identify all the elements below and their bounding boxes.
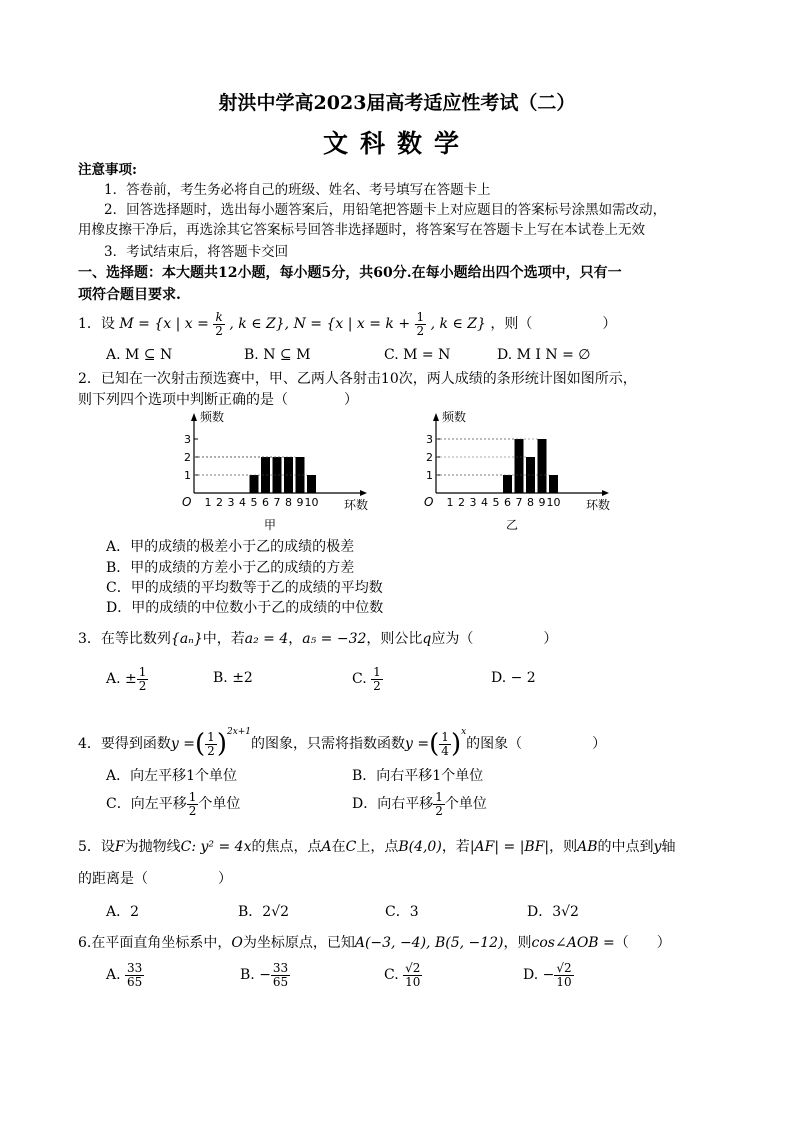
q5-i: 轴	[661, 839, 676, 855]
question-4-stem	[78, 712, 606, 764]
notice-item-2-line-2: 用橡皮擦干净后，再选涂其它答案标号回答非选择题时，将答案写在答题卡上写在本试卷上无效	[78, 222, 645, 238]
chart-yi-x-tick-label-1: 1	[446, 496, 454, 509]
q5-parabola: C: y² = 4x	[180, 839, 252, 855]
q6-c-fraction	[403, 962, 422, 989]
q2-option-b: B．甲的成绩的方差小于乙的成绩的方差	[106, 560, 355, 576]
q6-d: （ ）	[614, 935, 671, 951]
q3-option-b: B. ±2	[213, 670, 253, 686]
q4-y2: y =	[405, 736, 430, 752]
q2-option-a: A．甲的成绩的极差小于乙的成绩的极差	[106, 539, 355, 555]
q3-option-a	[106, 664, 148, 694]
q5-d: 在	[331, 839, 346, 855]
q4-d-fraction	[433, 791, 445, 818]
q3-ratio-symbol: q	[422, 631, 432, 647]
q3-option-c	[352, 664, 383, 694]
q6-b: 为坐标原点，已知	[242, 935, 355, 951]
q6-d-fraction	[554, 962, 573, 989]
q5-h: 的中点到	[597, 839, 654, 855]
chart-yi-y-tick-label-2: 2	[426, 451, 433, 464]
chart-yi-x-tick-label-2: 2	[458, 496, 465, 509]
q1-option-d: D. M I N = ∅	[497, 347, 591, 363]
chart-jia-x-tick-label-10: 10	[304, 496, 319, 509]
chart-jia-y-tick-label-3: 3	[184, 433, 191, 446]
chart-yi-origin-label: O	[424, 495, 434, 509]
q1-suffix: ，则（ ）	[490, 316, 617, 332]
chart-yi-bar-10	[549, 475, 558, 493]
notice-heading: 注意事项:	[78, 162, 137, 178]
q4-d-num: 1	[435, 789, 443, 804]
chart-jia-origin-label: O	[182, 495, 192, 509]
q3-a-den: 2	[138, 678, 147, 693]
q4-d-den: 2	[435, 803, 443, 818]
q3-cond-2: a₅ = −32	[302, 631, 367, 647]
q3-stem-c: ，则公比	[366, 631, 423, 647]
q6-option-b	[240, 958, 290, 992]
q3-stem-b: 中，若	[202, 631, 245, 647]
q1-frac-half-num: 1	[416, 309, 425, 324]
chart-jia-x-tick-label-8: 8	[285, 496, 292, 509]
q3-option-d: D. − 2	[491, 670, 536, 686]
notice-item-2-line-1: 2．回答选择题时，选出每小题答案后，用铅笔把答题卡上对应题目的答案标号涂黑如需改动，	[104, 202, 667, 218]
chart-jia-bar-7	[273, 457, 282, 493]
q4-paren-open-1: (	[195, 729, 206, 759]
chart-jia-x-tick-label-4: 4	[239, 496, 246, 509]
q1-frac-k-num: k	[213, 311, 225, 325]
q6-b-num: 33	[272, 960, 289, 975]
question-3-stem	[78, 628, 557, 648]
q4-stem-c: 的图象（ ）	[466, 736, 607, 752]
exam-title: 射洪中学高2023届高考适应性考试（二）	[218, 92, 576, 114]
q3-a-prefix: A. ±	[106, 671, 137, 687]
q4-stem-b: 的图象，只需将指数函数	[251, 736, 406, 752]
q4-c-suffix: 个单位	[198, 796, 241, 812]
q4-c-prefix: C．向左平移	[106, 796, 187, 812]
q2-option-d: D．甲的成绩的中位数小于乙的成绩的中位数	[106, 600, 384, 616]
q5-c: 的焦点，点	[251, 839, 322, 855]
q5-a: 5．设	[78, 839, 115, 855]
chart-yi-x-tick-label-5: 5	[492, 496, 500, 509]
q6-a-num: 33	[127, 960, 143, 975]
chart-yi-x-tick-label-4: 4	[481, 496, 488, 509]
q4-stem-a: 4．要得到函数	[78, 736, 171, 752]
q3-cond-1: a₂ = 4	[244, 631, 289, 647]
chart-jia-x-tick-label-9: 9	[296, 496, 304, 509]
q4-exponent-2: x	[461, 727, 467, 737]
chart-yi-bar-9	[538, 439, 547, 493]
q4-paren-close-1: )	[216, 729, 227, 759]
q3-c-prefix: C.	[352, 671, 367, 687]
chart-jia-bar-10	[307, 475, 316, 493]
q4-exponent-1: 2x+1	[226, 727, 252, 737]
q3-a-num: 1	[138, 664, 147, 679]
chart-yi-bar-6	[503, 475, 512, 493]
q5-curve-c: C	[345, 839, 357, 855]
q4-option-c	[106, 788, 240, 820]
q6-a-fraction	[125, 962, 144, 989]
chart-yi-x-tick-label-3: 3	[469, 496, 477, 509]
q4-paren-open-2: (	[429, 729, 440, 759]
q3-sep: ，	[288, 631, 303, 647]
q5-stem-line-2: 的距离是（ ）	[78, 871, 232, 887]
q3-stem-a: 3．在等比数列	[78, 631, 171, 647]
section-1-intro-line-2: 项符合题目要求.	[78, 287, 181, 303]
q1-option-b: B. N ⊆ M	[244, 347, 311, 363]
q1-option-c: C. M = N	[384, 347, 451, 363]
q1-prefix: 1．设	[78, 316, 115, 332]
q3-c-fraction	[371, 666, 383, 693]
q1-fraction-k-over-2	[213, 311, 225, 338]
q3-stem-d: 应为（ ）	[431, 631, 558, 647]
chart-jia-x-tick-label-6: 6	[262, 496, 269, 509]
q4-d-suffix: 个单位	[444, 796, 487, 812]
q4-c-num: 1	[188, 789, 197, 804]
chart-yi-x-tick-label-7: 7	[515, 496, 523, 509]
q1-option-a: A. M ⊆ N	[106, 347, 173, 363]
exam-subject: 文科数学	[322, 129, 471, 158]
question-5-stem-line-1	[78, 836, 675, 856]
q5-g: ，则	[549, 839, 578, 855]
q6-a-den: 65	[127, 974, 143, 989]
q1-set-m: M = {x | x =	[119, 316, 209, 332]
notice-item-1: 1．答卷前，考生务必将自己的班级、姓名、考号填写在答题卡上	[104, 182, 491, 198]
chart-jia-x-tick-label-3: 3	[227, 496, 235, 509]
q6-c-den: 10	[405, 974, 421, 989]
q5-focus-f: F	[114, 839, 125, 855]
chart-yi-y-tick-label-3: 3	[426, 433, 433, 446]
q2-stem-line-2: 则下列四个选项中判断正确的是（ ）	[78, 392, 358, 408]
chart-yi-x-tick-label-6: 6	[504, 496, 511, 509]
chart-jia-x-tick-label-1: 1	[204, 496, 212, 509]
q5-f: ，若	[441, 839, 470, 855]
q6-c: ，则	[503, 935, 532, 951]
q4-f2-den: 4	[441, 743, 449, 758]
chart-yi-y-tick-label-1: 1	[426, 469, 433, 482]
q5-option-a: A．2	[106, 904, 140, 920]
chart-jia-y-tick-label-1: 1	[184, 469, 191, 482]
chart-yi-x-axis-arrow	[602, 490, 609, 496]
q6-cos: cos∠AOB =	[531, 935, 615, 951]
q4-f1-num: 1	[207, 729, 215, 744]
chart-jia-y-label: 频数	[200, 410, 225, 424]
chart-yi-x-tick-label-9: 9	[538, 496, 546, 509]
q5-e: 上，点	[356, 839, 399, 855]
q6-d-den: 10	[556, 974, 572, 989]
q5-condition: |AF| = |BF|	[469, 839, 550, 855]
q6-b-prefix: B. −	[240, 967, 271, 983]
q5-y-axis: y	[653, 839, 662, 855]
q3-a-fraction	[137, 666, 149, 693]
q1-fraction-one-half	[415, 311, 427, 338]
chart-jia-title: 甲	[263, 518, 277, 532]
chart-jia-bar-5	[250, 475, 259, 493]
q4-option-b: B．向右平移1个单位	[352, 768, 484, 784]
q5-segment-ab: AB	[577, 839, 598, 855]
q5-option-c: C．3	[385, 904, 419, 920]
chart-jia-x-tick-label-7: 7	[273, 496, 281, 509]
q5-option-d: D．3√2	[527, 904, 579, 920]
q6-c-prefix: C.	[384, 967, 399, 983]
q6-option-a	[106, 958, 144, 992]
section-1-intro-line-1: 一、选择题：本大题共12小题，每小题5分，共60分.在每小题给出四个选项中，只有一	[78, 265, 622, 281]
q5-b: 为抛物线	[124, 839, 181, 855]
chart-yi-title: 乙	[505, 518, 519, 532]
q5-point-b: B(4,0)	[398, 839, 442, 855]
chart-yi-x-label: 环数	[586, 498, 611, 512]
q4-d-prefix: D．向右平移	[352, 796, 434, 812]
notice-item-3: 3．考试结束后，将答题卡交回	[104, 244, 289, 260]
chart-jia	[170, 405, 380, 535]
chart-yi	[412, 405, 622, 535]
q3-c-num: 1	[373, 664, 381, 679]
chart-yi-x-tick-label-10: 10	[546, 496, 561, 509]
q6-b-den: 65	[272, 974, 289, 989]
chart-jia-plot	[182, 409, 368, 532]
q3-sequence: {aₙ}	[170, 631, 203, 647]
q5-option-b: B．2√2	[238, 904, 290, 920]
chart-jia-y-tick-label-2: 2	[184, 451, 191, 464]
chart-jia-x-axis-arrow	[360, 490, 367, 496]
chart-jia-y-axis-arrow	[191, 413, 197, 421]
q6-a: 6.在平面直角坐标系中，	[78, 935, 232, 951]
q4-c-fraction	[187, 791, 199, 818]
q1-frac-k-den: 2	[215, 323, 223, 338]
q6-origin: O	[231, 935, 243, 951]
q6-d-prefix: D. −	[523, 967, 555, 983]
chart-yi-y-label: 频数	[442, 410, 467, 424]
q6-c-num: √2	[405, 960, 421, 975]
q1-frac-half-den: 2	[416, 323, 425, 338]
q6-option-d	[523, 958, 574, 992]
q4-fraction-1	[205, 731, 217, 758]
chart-jia-x-tick-label-5: 5	[250, 496, 258, 509]
question-6-stem	[78, 932, 671, 952]
chart-jia-x-tick-label-2: 2	[216, 496, 223, 509]
q4-fraction-2	[439, 731, 451, 758]
q6-d-num: √2	[556, 960, 572, 975]
q1-set-n: , k ∈ Z}, N = {x | x = k +	[229, 316, 411, 332]
q2-option-c: C．甲的成绩的平均数等于乙的成绩的平均数	[106, 580, 383, 596]
q4-option-d	[352, 788, 487, 820]
q6-option-c	[384, 958, 422, 992]
chart-jia-x-label: 环数	[344, 498, 369, 512]
q4-f1-den: 2	[207, 743, 215, 758]
chart-yi-plot	[424, 409, 610, 532]
q3-c-den: 2	[373, 678, 381, 693]
q5-point-a: A	[321, 839, 332, 855]
q4-y1: y =	[170, 736, 196, 752]
chart-yi-y-axis-arrow	[433, 413, 439, 421]
q4-c-den: 2	[188, 803, 197, 818]
question-1-stem	[78, 306, 616, 342]
chart-yi-x-tick-label-8: 8	[527, 496, 534, 509]
q4-paren-close-2: )	[450, 729, 462, 759]
q6-a-prefix: A.	[106, 967, 121, 983]
chart-yi-bar-7	[515, 439, 524, 493]
q6-b-fraction	[271, 962, 290, 989]
q1-set-n-end: , k ∈ Z}	[430, 316, 486, 332]
q6-points: A(−3, −4), B(5, −12)	[354, 935, 504, 951]
q4-option-a: A．向左平移1个单位	[106, 768, 238, 784]
q4-f2-num: 1	[441, 729, 449, 744]
q2-stem-line-1: 2．已知在一次射击预选赛中，甲、乙两人各射击10次，两人成绩的条形统计图如图所示，	[78, 371, 637, 387]
